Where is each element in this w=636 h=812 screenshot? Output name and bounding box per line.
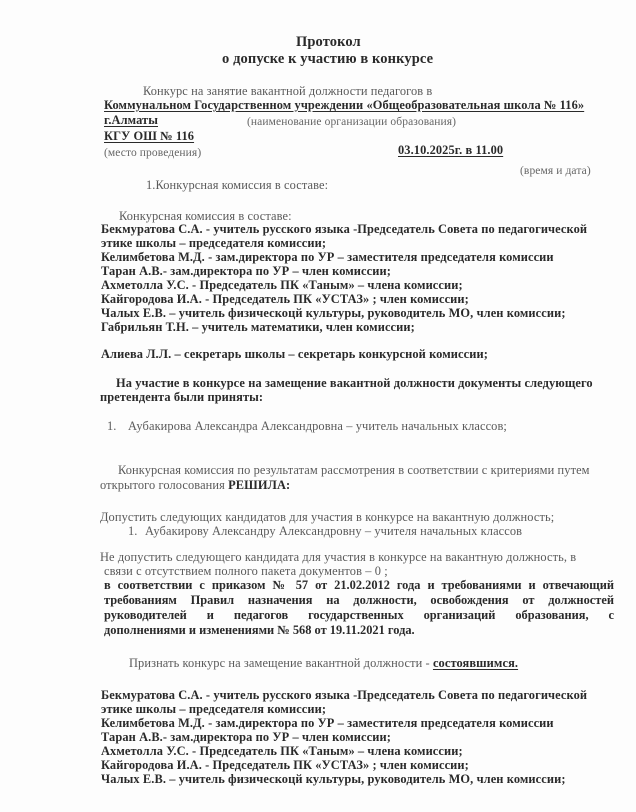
legal-basis-line: руководителей и педагогов государственных организаций образования, с (104, 608, 614, 622)
meeting-datetime: 03.10.2025г. в 11.00 (398, 143, 504, 157)
recognize-text (129, 656, 518, 670)
intro-text: Конкурс на занятие вакантной должности педагогов в (143, 84, 433, 98)
recognize-prefix: Признать конкурс на замещение вакантной должности - (129, 656, 433, 670)
legal-basis-line: дополнениями и изменениями № 568 от 19.11.2021 года. (104, 623, 415, 637)
venue: КГУ ОШ № 116 (104, 129, 195, 143)
section1-heading: 1.Конкурсная комиссия в составе: (146, 178, 329, 192)
admitted-number: 1. (128, 524, 138, 538)
decision-text: Конкурсная комиссия по результатам рассмотрения в соответствии с критериями путем (118, 463, 590, 477)
decision-word: РЕШИЛА: (228, 478, 291, 492)
commission-member: Ахметолла У.С. - Председатель ПК «Таным» – члена комиссии; (101, 278, 463, 292)
admit-heading: Допустить следующих кандидатов для участия в конкурсе на вакантную должность; (100, 510, 555, 524)
applicant-item: Аубакирова Александра Александровна – учитель начальных классов; (128, 419, 507, 433)
commission-heading: Конкурсная комиссия в составе: (119, 209, 292, 223)
reject-text: Не допустить следующего кандидата для участия в конкурсе на вакантную должность, в (100, 550, 577, 564)
legal-basis-line: в соответствии с приказом № 57 от 21.02.2012 года и требованиями и отвечающий (104, 578, 614, 592)
document-subtitle: о допуске к участию в конкурсе (222, 51, 434, 67)
commission-member: Кайгородова И.А. - Председатель ПК «УСТАЗ» ; член комиссии; (101, 292, 469, 306)
signatory: Таран А.В.- зам.директора по УР – член комиссии; (101, 730, 391, 744)
datetime-caption: (время и дата) (520, 165, 591, 177)
commission-member: Габрильян Т.Н. – учитель математики, член комиссии; (101, 320, 415, 334)
decision-text-2 (100, 478, 290, 492)
legal-basis-line: требованиям Правил назначения на должности, освобождения от должностей (104, 593, 614, 607)
signatory: Бекмуратова С.А. - учитель русского языка -Председатель Совета по педагогической (101, 688, 588, 702)
applicant-number: 1. (107, 419, 117, 433)
organization-name: Коммунальном Государственном учреждении «Общеобразовательная школа № 116» (104, 98, 585, 112)
admitted-item: Аубакирову Александру Александровну – учителя начальных классов (145, 524, 523, 538)
reject-text-2: связи с отсутствием полного пакета документов – 0 ; (104, 564, 388, 578)
applicants-intro-2: претендента были приняты: (100, 390, 264, 404)
secretary: Алиева Л.Л. – секретарь школы – секретарь конкурсной комиссии; (101, 347, 488, 361)
commission-member: этике школы – председателя комиссии; (101, 236, 327, 250)
commission-member: Келимбетова М.Д. - зам.директора по УР – заместителя председателя комиссии (101, 250, 554, 264)
signatory: этике школы – председателя комиссии; (101, 702, 327, 716)
decision-prefix: открытого голосования (100, 478, 229, 492)
city: г.Алматы (104, 113, 159, 127)
commission-member: Таран А.В.- зам.директора по УР – член комиссии; (101, 264, 391, 278)
signatory: Келимбетова М.Д. - зам.директора по УР – заместителя председателя комиссии (101, 716, 554, 730)
applicants-intro: На участие в конкурсе на замещение вакантной должности документы следующего (116, 376, 593, 390)
recognize-result: состоявшимся. (432, 656, 519, 670)
document-title: Протокол (296, 34, 361, 50)
commission-member: Бекмуратова С.А. - учитель русского языка -Председатель Совета по педагогической (101, 222, 588, 236)
commission-member: Чалых Е.В. – учитель физическоцй культуры, руководитель МО, член комиссии; (101, 306, 566, 320)
signatory: Чалых Е.В. – учитель физическоцй культуры, руководитель МО, член комиссии; (101, 772, 566, 786)
signatory: Кайгородова И.А. - Председатель ПК «УСТАЗ» ; член комиссии; (101, 758, 469, 772)
signatory: Ахметолла У.С. - Председатель ПК «Таным» – члена комиссии; (101, 744, 463, 758)
organization-caption: (наименование организации образования) (247, 116, 457, 128)
venue-caption: (место проведения) (104, 147, 202, 159)
